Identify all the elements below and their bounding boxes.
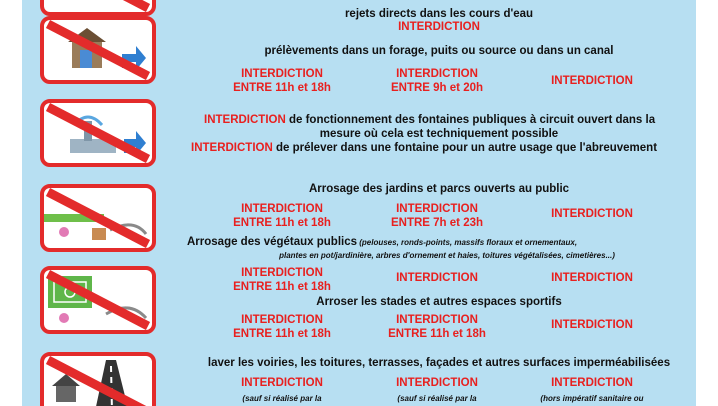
water-discharge-icon	[40, 0, 156, 16]
voiries-c3-l2: (hors impératif sanitaire ou	[540, 394, 644, 403]
vegetaux-title: Arrosage des végétaux publics	[187, 236, 358, 248]
rejets-title: rejets directs dans les cours d'eau	[344, 8, 534, 20]
vegetaux-heading	[187, 235, 577, 250]
well-pump-icon	[40, 16, 156, 84]
prelevements-c1-l2: ENTRE 11h et 18h	[233, 82, 331, 94]
restrictions-panel	[22, 0, 696, 406]
jardins-c3-l1: INTERDICTION	[551, 208, 633, 220]
rejets-status: INTERDICTION	[398, 21, 480, 33]
prelevements-c2-l1: INTERDICTION	[396, 68, 478, 80]
prelevements-c2-l2: ENTRE 9h et 20h	[390, 82, 484, 94]
stades-c2-l1: INTERDICTION	[396, 314, 478, 326]
voiries-title: laver les voiries, les toitures, terrasses, façades et autres surfaces imperméabilisées	[207, 357, 671, 369]
stades-title: Arroser les stades et autres espaces sportifs	[316, 296, 562, 308]
vegetaux-c1-l1: INTERDICTION	[241, 267, 323, 279]
vegetaux-c2-l1: INTERDICTION	[396, 272, 478, 284]
stades-c1-l1: INTERDICTION	[241, 314, 323, 326]
voiries-c1-l2: (sauf si réalisé par la	[242, 394, 322, 403]
jardins-c1-l1: INTERDICTION	[241, 203, 323, 215]
stades-c3-l1: INTERDICTION	[551, 319, 633, 331]
fontaines-line3-text: de prélever dans une fontaine pour un autre usage que l'abreuvement	[272, 142, 658, 154]
garden-watering-icon	[40, 184, 156, 252]
road-house-icon	[40, 352, 156, 406]
jardins-title: Arrosage des jardins et parcs ouverts au public	[308, 183, 570, 195]
fontaines-line3	[191, 141, 657, 155]
prelevements-c1-l1: INTERDICTION	[241, 68, 323, 80]
voiries-c2-l1: INTERDICTION	[396, 377, 478, 389]
fontaines-line1-red: INTERDICTION	[204, 114, 286, 126]
fontaines-line1	[204, 113, 655, 127]
voiries-c2-l2: (sauf si réalisé par la	[397, 394, 477, 403]
jardins-c1-l2: ENTRE 11h et 18h	[233, 217, 331, 229]
fontaines-line3-red: INTERDICTION	[191, 142, 273, 154]
vegetaux-c3-l1: INTERDICTION	[551, 272, 633, 284]
jardins-c2-l2: ENTRE 7h et 23h	[390, 217, 484, 229]
vegetaux-detail1: (pelouses, ronds-points, massifs floraux et ornementaux,	[357, 238, 578, 247]
vegetaux-detail2: plantes en pot/jardinière, arbres d'ornement et haies, toitures végétalisées, cimetières...)	[279, 251, 615, 260]
voiries-c1-l1: INTERDICTION	[241, 377, 323, 389]
fontaines-line1-text: de fonctionnement des fontaines publiques à circuit ouvert dans la	[285, 114, 656, 126]
sports-field-icon	[40, 266, 156, 334]
fontaines-line2: mesure où cela est techniquement possible	[319, 128, 559, 140]
jardins-c2-l1: INTERDICTION	[396, 203, 478, 215]
voiries-c3-l1: INTERDICTION	[551, 377, 633, 389]
prelevements-title: prélèvements dans un forage, puits ou source ou dans un canal	[264, 45, 614, 57]
vegetaux-c1-l2: ENTRE 11h et 18h	[233, 281, 331, 293]
fountain-icon	[40, 99, 156, 167]
stades-c1-l2: ENTRE 11h et 18h	[233, 328, 331, 340]
stades-c2-l2: ENTRE 11h et 18h	[388, 328, 486, 340]
prelevements-c3-l1: INTERDICTION	[551, 75, 633, 87]
